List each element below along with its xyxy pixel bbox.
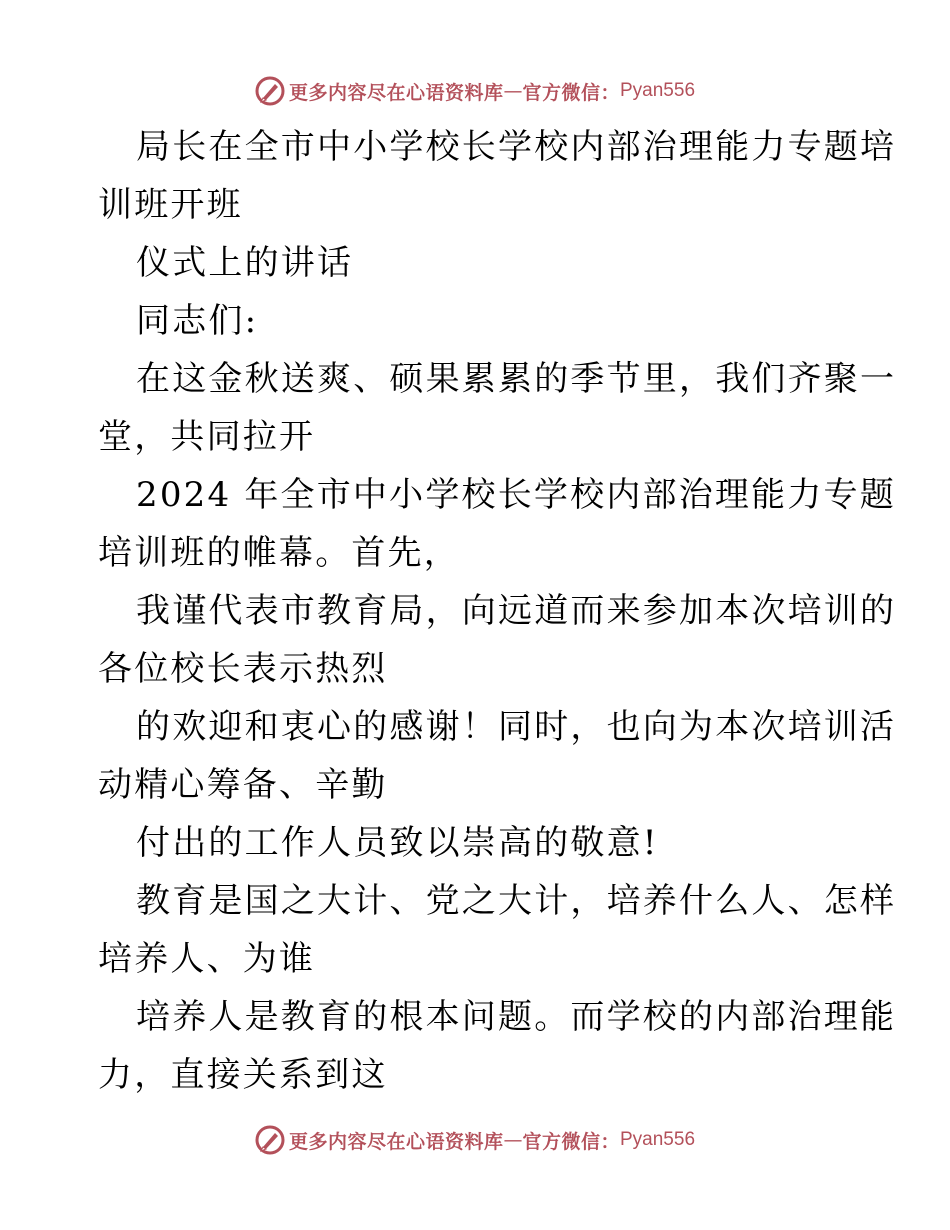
- text-line: 训班开班: [98, 185, 243, 225]
- text-line: 力，直接关系到这: [98, 1055, 388, 1095]
- text-line: 局长在全市中小学校长学校内部治理能力专题培: [136, 127, 897, 167]
- document-body: [98, 118, 897, 1104]
- text-line: 培养人是教育的根本问题。而学校的内部治理能: [136, 997, 897, 1037]
- text-line: 在这金秋送爽、硕果累累的季节里，我们齐聚一: [136, 359, 897, 399]
- watermark-dash: —: [503, 1129, 523, 1151]
- watermark-wechat-id: Pyan556: [620, 80, 696, 101]
- header-watermark: [0, 71, 950, 111]
- text-line: 我谨代表市教育局，向远道而来参加本次培训的: [136, 591, 897, 631]
- watermark-wechat-id: Pyan556: [620, 1129, 696, 1150]
- text-line: 培养人、为谁: [98, 939, 316, 979]
- footer-watermark: [0, 1120, 950, 1160]
- text-line: 堂，共同拉开: [98, 417, 316, 457]
- text-line: 动精心筹备、辛勤: [98, 765, 388, 805]
- text-line: 教育是国之大计、党之大计，培养什么人、怎样: [136, 881, 897, 921]
- watermark-site-text: 更多内容尽在心语资料库: [288, 1130, 504, 1153]
- text-line: 的欢迎和衷心的感谢！同时，也向为本次培训活: [136, 707, 897, 747]
- text-line: 同志们:: [136, 301, 259, 341]
- pen-logo-icon: [255, 76, 285, 106]
- watermark-wechat-label: 官方微信：: [522, 1130, 620, 1153]
- text-line: 仪式上的讲话: [136, 243, 354, 283]
- text-line: 培训班的帷幕。首先，: [98, 533, 460, 573]
- pen-logo-icon: [255, 1125, 285, 1155]
- watermark-dash: —: [503, 80, 523, 102]
- text-line: 付出的工作人员致以崇高的敬意!: [136, 823, 659, 863]
- watermark-site-text: 更多内容尽在心语资料库: [288, 81, 504, 104]
- watermark-wechat-label: 官方微信：: [522, 81, 620, 104]
- text-line: 2024 年全市中小学校长学校内部治理能力专题: [136, 475, 896, 515]
- text-line: 各位校长表示热烈: [98, 649, 388, 689]
